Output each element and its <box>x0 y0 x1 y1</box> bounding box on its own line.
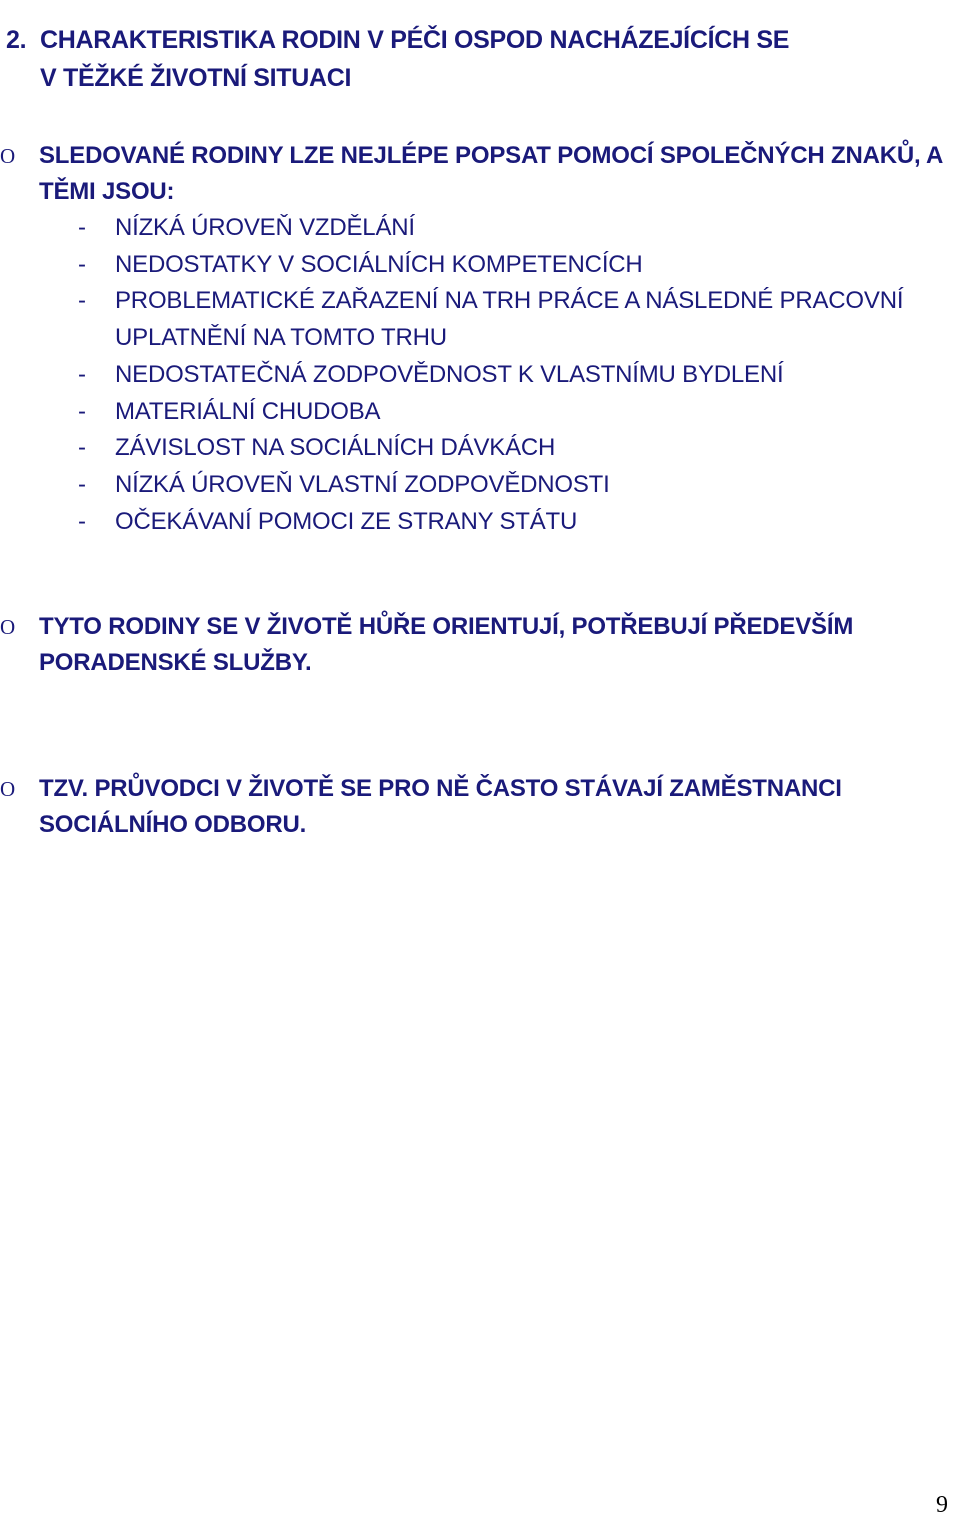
dash-marker: - <box>78 470 86 498</box>
traits-list <box>0 210 950 540</box>
heading-line-2: V TĚŽKÉ ŽIVOTNÍ SITUACI <box>40 63 352 92</box>
bullet-text: SLEDOVANÉ RODINY LZE NEJLÉPE POPSAT POMOCÍ SPOLEČNÝCH ZNAKŮ, A TĚMI JSOU: <box>39 142 943 205</box>
list-item-text: MATERIÁLNÍ CHUDOBA <box>115 397 381 425</box>
list-item <box>0 394 950 431</box>
list-item-text: NÍZKÁ ÚROVEŇ VLASTNÍ ZODPOVĚDNOSTI <box>115 470 610 498</box>
dash-marker: - <box>78 250 86 278</box>
list-item <box>0 357 950 394</box>
list-item <box>0 467 950 504</box>
dash-marker: - <box>78 434 86 462</box>
list-item-text: NÍZKÁ ÚROVEŇ VZDĚLÁNÍ <box>115 214 415 241</box>
page-number: 9 <box>936 1492 948 1518</box>
list-item <box>0 430 950 467</box>
bullet-item <box>0 609 950 681</box>
list-item <box>0 283 950 356</box>
circle-bullet-icon: O <box>0 615 16 639</box>
heading-number: 2. <box>6 25 27 54</box>
dash-marker: - <box>78 360 86 388</box>
list-item <box>0 210 950 247</box>
dash-marker: - <box>78 397 86 425</box>
page-heading <box>6 21 906 97</box>
circle-bullet-icon: O <box>0 144 16 168</box>
circle-bullet-icon: O <box>0 777 16 801</box>
list-item-text: NEDOSTATKY V SOCIÁLNÍCH KOMPETENCÍCH <box>115 250 643 278</box>
dash-marker: - <box>78 214 86 241</box>
bullet-item <box>0 771 950 843</box>
list-item-text: OČEKÁVANÍ POMOCI ZE STRANY STÁTU <box>115 507 578 535</box>
bullet-item <box>0 138 950 210</box>
bullet-text: TZV. PRŮVODCI V ŽIVOTĚ SE PRO NĚ ČASTO STÁVAJÍ ZAMĚSTNANCI SOCIÁLNÍHO ODBORU. <box>39 775 842 838</box>
list-item-text: NEDOSTATEČNÁ ZODPOVĚDNOST K VLASTNÍMU BYDLENÍ <box>115 360 784 388</box>
list-item <box>0 247 950 284</box>
list-item <box>0 504 950 541</box>
dash-marker: - <box>78 287 86 315</box>
dash-marker: - <box>78 507 86 535</box>
list-item-text: PROBLEMATICKÉ ZAŘAZENÍ NA TRH PRÁCE A NÁSLEDNÉ PRACOVNÍ UPLATNĚNÍ NA TOMTO TRHU <box>115 287 904 352</box>
bullet-text: TYTO RODINY SE V ŽIVOTĚ HŮŘE ORIENTUJÍ, POTŘEBUJÍ PŘEDEVŠÍM PORADENSKÉ SLUŽBY. <box>39 613 854 676</box>
heading-line-1: CHARAKTERISTIKA RODIN V PÉČI OSPOD NACHÁZEJÍCÍCH SE <box>40 25 790 54</box>
list-item-text: ZÁVISLOST NA SOCIÁLNÍCH DÁVKÁCH <box>115 434 556 462</box>
